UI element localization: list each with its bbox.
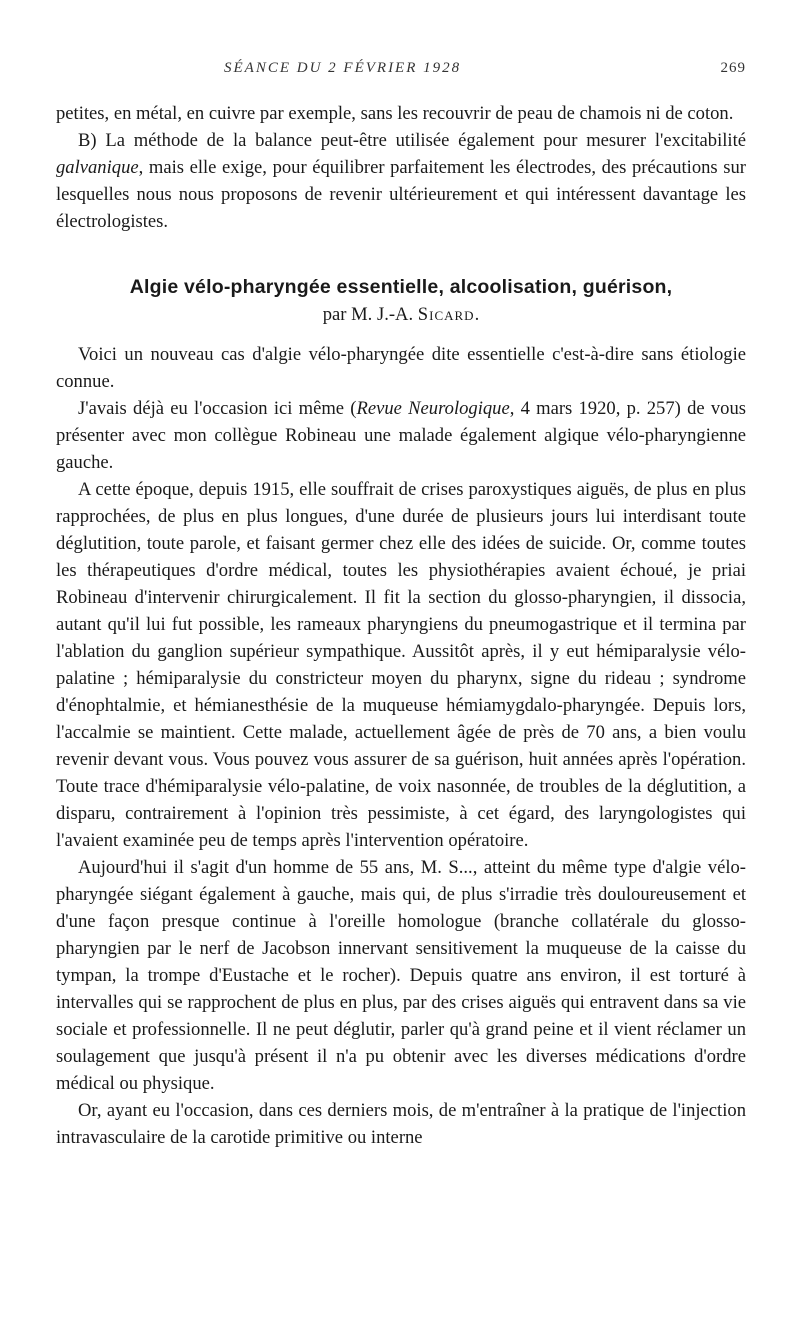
paragraph-balance-method — [56, 127, 746, 235]
article-title: Algie vélo-pharyngée essentielle, alcoolisation, guérison, — [129, 276, 673, 298]
paragraph-intro: Voici un nouveau cas d'algie vélo-pharyngée dite essentielle c'est-à-dire sans étiologie connue. — [56, 344, 746, 392]
paragraph-treatment: Or, ayant eu l'occasion, dans ces derniers mois, de m'entraîner à la pratique de l'injection intravasculaire de la carotide primitive ou interne — [56, 1100, 746, 1148]
running-header — [56, 60, 746, 84]
paragraph-reference — [56, 395, 746, 476]
document-page — [56, 60, 746, 1320]
journal-name: Revue Neurologique — [356, 398, 510, 419]
paragraph-first-case: A cette époque, depuis 1915, elle souffrait de crises paroxystiques aiguës, de plus en plus rapprochées, de plus en plus longues, d'une durée de plusieurs jours lui interdisant toute déglutition, toute parole, et faisant germer chez elle des idées de suicide. Or, comme toutes les thérapeutiques d'ordre médical, toutes les physiothérapies avaient échoué, je priai Robineau d'intervenir chirurgicalement. Il fit la section du glosso-pharyngien, il dissocia, autant qu'il lui fut possible, les rameaux pharyngiens du pneumogastrique et il termina par l'ablation du ganglion supérieur sympathique. Aussitôt après, il y eut hémiparalysie vélo-palatine ; hémiparalysie du constricteur moyen du pharynx, signe du rideau ; syndrome d'énophtalmie, et hémianesthésie de la muqueuse hémiamygdalo-pharyngée. Depuis lors, l'accalmie se maintient. Cette malade, actuellement âgée de près de 70 ans, a bien voulu revenir devant vous. Vous pouvez vous assurer de sa guérison, huit années après l'opération. Toute trace d'hémiparalysie vélo-palatine, de voix nasonnée, de troubles de la déglutition, a disparu, contrairement à l'opinion très pessimiste, à cet égard, des laryngologistes qui l'avaient examinée peu de temps après l'intervention opératoire. — [56, 479, 746, 851]
paragraph-continued: petites, en métal, en cuivre par exemple, sans les recouvrir de peau de chamois ni de coton. — [56, 103, 734, 124]
paragraph-balance-text-b: , mais elle exige, pour équilibrer parfaitement les électrodes, des précautions sur lesquelles nous nous proposons de revenir ultérieurement et qui intéressent davantage les électrologistes. — [56, 157, 746, 232]
paragraph-reference-text-b: , 4 mars 1920, p. 257) de vous présenter avec mon collègue Robineau une malade également algique vélo-pharyngienne gauche. — [56, 398, 746, 473]
byline-prefix: par M. J.-A. — [322, 304, 418, 325]
paragraph-second-case: Aujourd'hui il s'agit d'un homme de 55 ans, M. S..., atteint du même type d'algie vélo-pharyngée siégant également à gauche, mais qui, de plus s'irradie très douloureusement et d'une façon presque continue à l'oreille homologue (branche collatérale du glosso-pharyngien par le nerf de Jacobson innervant sensitivement la muqueuse de la caisse du tympan, la trompe d'Eustache et le rocher). Depuis quatre ans environ, il est torturé à intervalles qui se rapprochent de plus en plus, par des crises aiguës qui entravent dans sa vie sociale et professionnelle. Il ne peut déglutir, parler qu'à grand peine et il vient réclamer un soulagement que jusqu'à présent il n'a pu obtenir avec les diverses médications d'ordre médical ou physique. — [56, 857, 746, 1094]
byline-end: . — [474, 304, 480, 325]
paragraph-balance-emphasis: galvanique — [56, 157, 139, 178]
byline-author: Sicard — [417, 304, 475, 325]
article-byline — [56, 301, 746, 329]
paragraph-reference-text-a: J'avais déjà eu l'occasion ici même ( — [78, 398, 357, 419]
paragraph-balance-text-a: B) La méthode de la balance peut-être utilisée également pour mesurer l'excitabilité — [78, 130, 746, 151]
page-number: 269 — [720, 60, 746, 76]
running-title: SÉANCE DU 2 FÉVRIER 1928 — [224, 60, 462, 76]
